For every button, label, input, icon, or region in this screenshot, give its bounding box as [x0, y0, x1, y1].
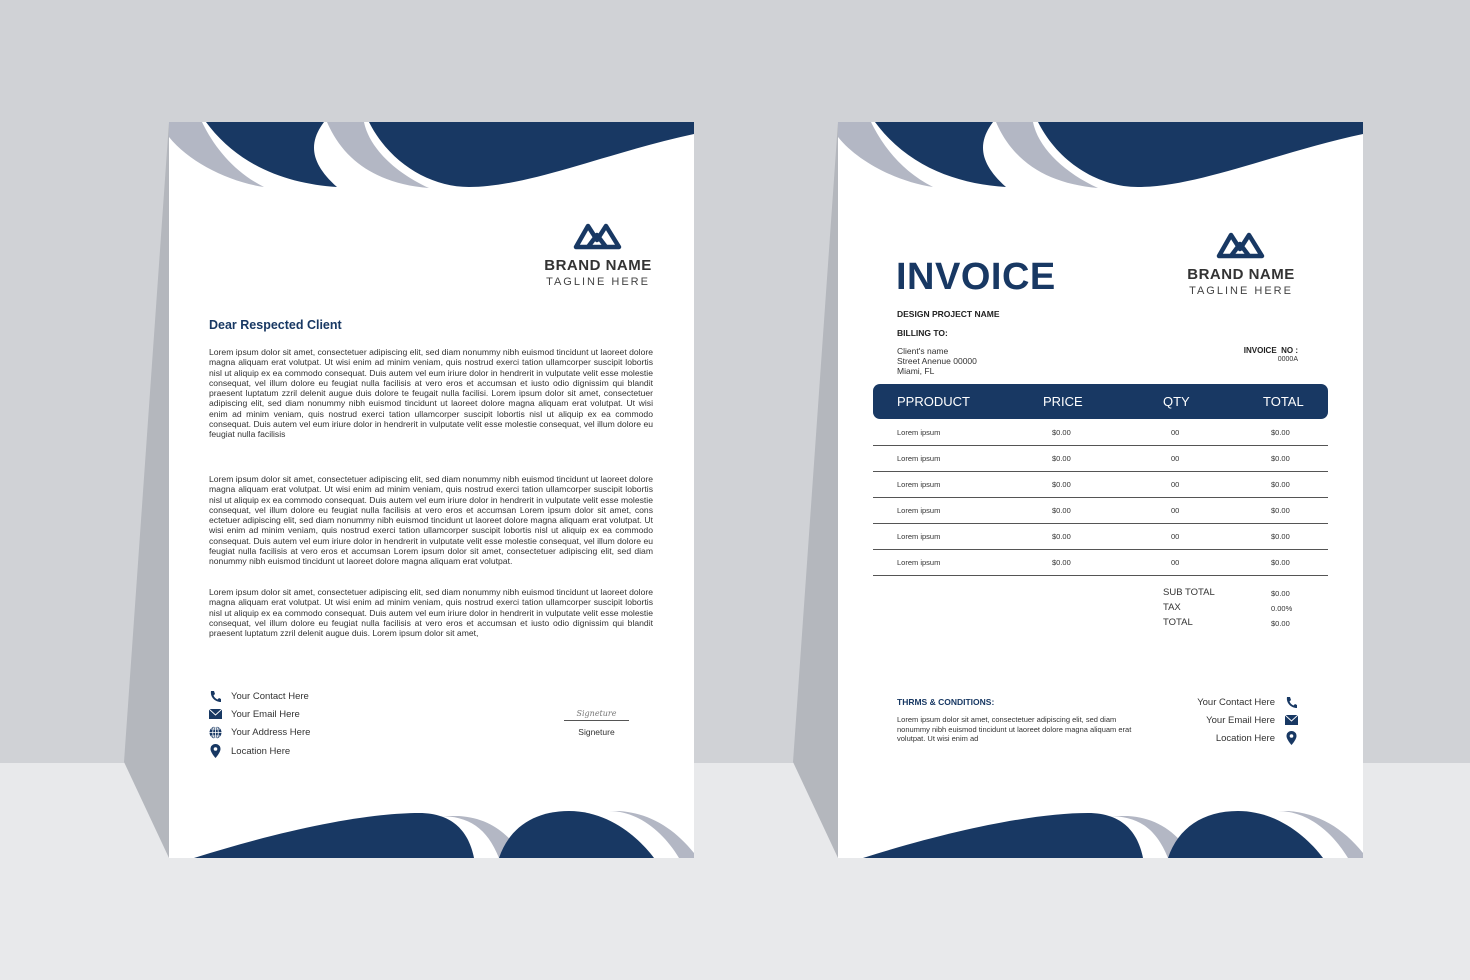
contact-address-text: Your Address Here	[231, 726, 311, 738]
row-qty: 00	[1171, 454, 1180, 463]
signature-label: Signeture	[578, 727, 615, 737]
invoice-contact-phone-text: Your Contact Here	[1197, 696, 1275, 708]
contact-email	[209, 706, 300, 722]
contact-location	[209, 743, 290, 759]
row-price: $0.00	[1052, 454, 1071, 463]
row-price: $0.00	[1052, 558, 1071, 567]
col-product: PPRODUCT	[897, 394, 970, 409]
invoice-number: 0000A	[1277, 356, 1298, 363]
row-price: $0.00	[1052, 480, 1071, 489]
invoice-contact-email	[1206, 712, 1298, 728]
greeting: Dear Respected Client	[209, 318, 342, 332]
letterhead-bottom-wave	[169, 808, 694, 858]
brand-tagline: TAGLINE HERE	[546, 276, 650, 288]
row-qty: 00	[1171, 558, 1180, 567]
body-paragraph-3: Lorem ipsum dolor sit amet, consectetuer adipiscing elit, sed diam nonummy nibh euismod tincidunt ut laoreet dolore magna aliquam erat volutpat. Ut wisi enim ad minim veniam, quis nostrud exerci tation ullamcorper suscipit lobortis nisl ut aliquip ex ea commodo consequat. Duis autem vel eum iriure dolor in hendrerit in vulputate velit esse molestie consequat, vel illum dolore eu feugiat nulla facilisis at vero eros et accumsan et iusto odio dignissim qui blandit praesent luptatum zzril delenit augue duis. Lorem ipsum dolor sit amet,	[209, 587, 653, 639]
signature-script: Signeture	[564, 709, 629, 721]
total-value: $0.00	[1271, 619, 1290, 628]
client-street: Street Anenue 00000	[897, 356, 977, 366]
table-row	[873, 445, 1328, 472]
row-price: $0.00	[1052, 428, 1071, 437]
row-product: Lorem ipsum	[897, 428, 941, 437]
row-qty: 00	[1171, 532, 1180, 541]
row-total: $0.00	[1271, 428, 1290, 437]
invoice-contact-location-text: Location Here	[1215, 732, 1275, 744]
row-qty: 00	[1171, 506, 1180, 515]
brand-logo-icon	[1216, 229, 1266, 259]
table-row	[873, 523, 1328, 550]
row-product: Lorem ipsum	[897, 532, 941, 541]
envelope-icon	[209, 708, 222, 721]
row-total: $0.00	[1271, 558, 1290, 567]
invoice-page	[838, 122, 1363, 858]
row-total: $0.00	[1271, 454, 1290, 463]
invoice-bottom-wave	[838, 808, 1363, 858]
contact-email-text: Your Email Here	[231, 708, 300, 720]
client-name: Client's name	[897, 346, 949, 356]
brand-logo-icon	[573, 220, 623, 250]
row-total: $0.00	[1271, 532, 1290, 541]
tax-value: 0.00%	[1271, 604, 1293, 613]
col-qty: QTY	[1163, 394, 1190, 409]
body-paragraph-2: Lorem ipsum dolor sit amet, consectetuer adipiscing elit, sed diam nonummy nibh euismod tincidunt ut laoreet dolore magna aliquam erat volutpat. Ut wisi enim ad minim veniam, quis nostrud exerci tation ullamcorper suscipit lobortis nisl ut aliquip ex ea commodo consequat. Duis autem vel eum iriure dolor in hendrerit in vulputate velit esse molestie consequat, vel illum dolore eu feugiat nulla facilisis at vero eros et accumsan Lorem ipsum dolor sit amet, cons ectetuer adipiscing elit, sed diam nonummy nibh euismod tincidunt ut laoreet dolore magna aliquam erat volutpat. Ut wisi enim ad minim veniam, quis nostrud exerci tation ullamcorper suscipit lobortis nisl ut aliquip ex ea commodo consequat. Duis autem vel eum iriure dolor in hendrerit in vulputate velit esse molestie consequat, vel illum dolore eu feugiat nulla facilisis at vero eros et accumsan Lorem ipsum dolor sit amet, consectetuer adipiscing elit, sed diam nonummy nibh euismod tincidunt ut laoreet dolore magna aliquam erat volutpat.	[209, 474, 653, 567]
letterhead-top-wave	[169, 122, 694, 192]
invoice-number-label: INVOICE NO :	[1243, 346, 1298, 355]
invoice-contact-location	[1216, 730, 1298, 746]
phone-icon	[1284, 695, 1298, 709]
contact-phone-text: Your Contact Here	[231, 690, 309, 702]
invoice-title: INVOICE	[896, 256, 1056, 298]
row-product: Lorem ipsum	[897, 480, 941, 489]
brand-name: BRAND NAME	[544, 257, 652, 274]
invoice-top-wave	[838, 122, 1363, 192]
terms-title: THRMS & CONDITIONS:	[897, 697, 995, 707]
table-row	[873, 497, 1328, 524]
client-city: Miami, FL	[897, 366, 935, 376]
contact-location-text: Location Here	[231, 745, 291, 757]
phone-icon	[209, 690, 222, 703]
contact-phone	[209, 688, 309, 704]
table-header	[873, 384, 1328, 419]
body-paragraph-1: Lorem ipsum dolor sit amet, consectetuer adipiscing elit, sed diam nonummy nibh euismod tincidunt ut laoreet dolore magna aliquam erat volutpat. Ut wisi enim ad minim veniam, quis nostrud exerci tation ullamcorper suscipit lobortis nisl ut aliquip ex ea commodo consequat. Duis autem vel eum iriure dolor in hendrerit in vulputate velit esse molestie consequat, vel illum dolore eu feugiat nulla facilisis at vero eros et accumsan et iusto odio dignissim qui blandit praesent luptatum zzril delenit augue duis dolore te feugait nulla facilisi. Lorem ipsum dolor sit amet, consectetuer adipiscing elit, sed diam nonummy nibh euismod tincidunt ut laoreet dolore magna aliquam erat volutpat. Ut wisi enim ad minim veniam, quis nostrud exerci tation ullamcorper suscipit lobortis nisl ut aliquip ex ea commodo consequat. Duis autem vel eum iriure dolor in hendrerit in vulputate velit esse molestie consequat, vel illum dolore eu feugiat nulla facilisis	[209, 347, 653, 440]
table-row	[873, 471, 1328, 498]
subtotal-value: $0.00	[1271, 589, 1290, 598]
tax-label: TAX	[1163, 602, 1181, 613]
table-row	[873, 549, 1328, 576]
brand-name: BRAND NAME	[1187, 266, 1295, 283]
row-total: $0.00	[1271, 506, 1290, 515]
globe-icon	[209, 726, 222, 739]
row-product: Lorem ipsum	[897, 506, 941, 515]
envelope-icon	[1284, 713, 1298, 727]
terms-text: Lorem ipsum dolor sit amet, consectetuer adipiscing elit, sed diam nonummy nibh euismod tincidunt ut laoreet dolore magna aliquam erat volutpat. Ut wisi enim ad	[897, 715, 1132, 743]
location-pin-icon	[1284, 731, 1298, 745]
contact-address	[209, 724, 310, 740]
invoice-contact-email-text: Your Email Here	[1206, 714, 1275, 726]
location-pin-icon	[209, 745, 222, 758]
row-product: Lorem ipsum	[897, 558, 941, 567]
invoice-contact-phone	[1197, 694, 1298, 710]
row-qty: 00	[1171, 428, 1180, 437]
project-name: DESIGN PROJECT NAME	[897, 309, 1000, 319]
letterhead-page	[169, 122, 694, 858]
subtotal-label: SUB TOTAL	[1163, 587, 1215, 598]
row-price: $0.00	[1052, 506, 1071, 515]
row-product: Lorem ipsum	[897, 454, 941, 463]
table-row	[873, 419, 1328, 446]
col-price: PRICE	[1043, 394, 1083, 409]
col-total: TOTAL	[1263, 394, 1304, 409]
brand-tagline: TAGLINE HERE	[1189, 285, 1293, 297]
row-qty: 00	[1171, 480, 1180, 489]
row-total: $0.00	[1271, 480, 1290, 489]
total-label: TOTAL	[1163, 617, 1193, 628]
billing-to-label: BILLING TO:	[897, 328, 948, 338]
row-price: $0.00	[1052, 532, 1071, 541]
